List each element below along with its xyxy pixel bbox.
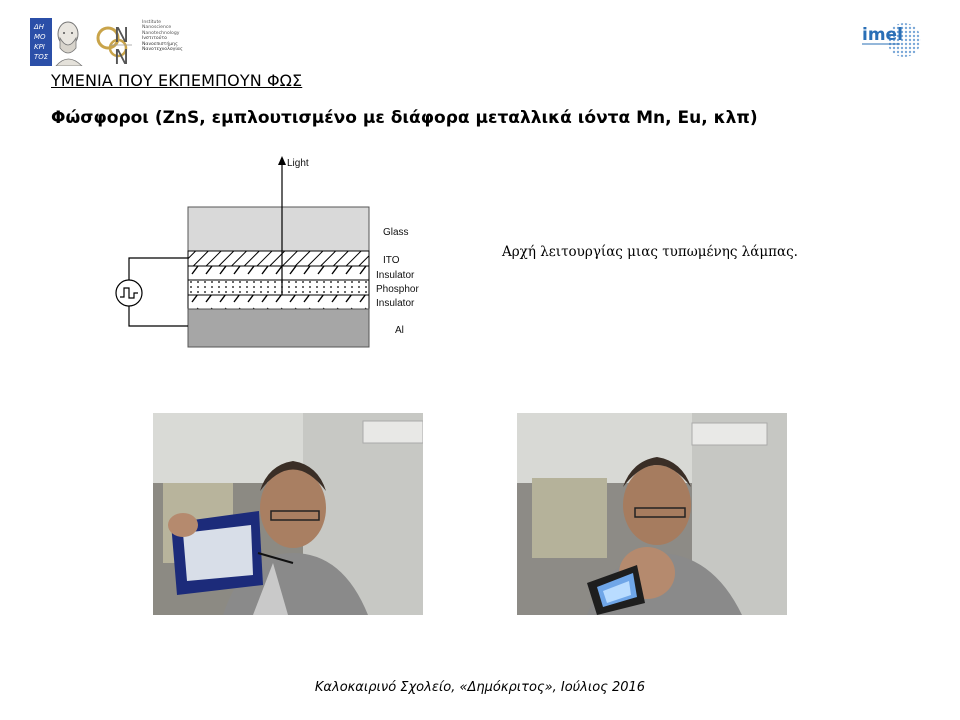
light-label: Light <box>287 158 309 169</box>
slide-subtitle: Φώσφοροι (ZnS, εμπλουτισμένο με διάφορα μεταλλικά ιόντα Mn, Eu, κλπ) <box>51 108 758 128</box>
slide-title: ΥΜΕΝΙΑ ΠΟΥ ΕΚΠΕΜΠΟΥΝ ΦΩΣ <box>51 71 303 90</box>
inst-line: Νανοτεχνολογίας <box>142 47 183 53</box>
phosphor-layer <box>188 280 369 295</box>
layer-label-insulator-bottom: Insulator <box>376 298 415 309</box>
photo-person-glowing-lamp <box>517 413 787 615</box>
layer-label-phosphor: Phosphor <box>376 284 419 295</box>
inst-line: Ινστιτούτο <box>142 36 167 42</box>
insulator-layer-bottom <box>188 295 369 309</box>
ito-layer <box>188 251 369 266</box>
imel-text: imel <box>862 25 903 45</box>
layer-label-al: Al <box>395 325 404 336</box>
inst-line: Nanoscience <box>142 25 172 31</box>
inn-institute-logo <box>96 18 196 66</box>
photo-person-holding-lamp <box>153 413 423 615</box>
al-layer <box>188 309 369 347</box>
layer-label-insulator-top: Insulator <box>376 270 415 281</box>
svg-text:ΤΟΣ: ΤΟΣ <box>34 53 49 61</box>
slide-footer: Καλοκαιρινό Σχολείο, «Δημόκριτος», Ιούλιος 2016 <box>314 680 646 695</box>
svg-text:ΜΟ: ΜΟ <box>34 33 46 41</box>
layer-label-glass: Glass <box>383 227 409 238</box>
el-device-diagram <box>105 150 435 360</box>
circuit-wire-bottom <box>129 306 188 326</box>
svg-text:ΔΗ: ΔΗ <box>34 23 45 31</box>
diagram-caption: Αρχή λειτουργίας μιας τυπωμένης λάμπας. <box>502 244 798 260</box>
glass-layer <box>188 207 369 251</box>
layer-label-ito: ITO <box>383 255 400 266</box>
imel-logo <box>860 18 924 62</box>
inn-letter-top: N <box>114 23 129 47</box>
inst-line: Νανοεπιστήμης <box>142 41 178 47</box>
circuit-wire-top <box>129 258 188 280</box>
inst-line: Nanotechnology <box>142 30 180 36</box>
inst-line: Institute <box>142 20 162 25</box>
svg-text:ΚΡΙ: ΚΡΙ <box>34 43 45 51</box>
insulator-layer-top <box>188 266 369 280</box>
inn-letter-bottom: N <box>114 45 129 66</box>
demokritos-logo <box>30 18 88 66</box>
